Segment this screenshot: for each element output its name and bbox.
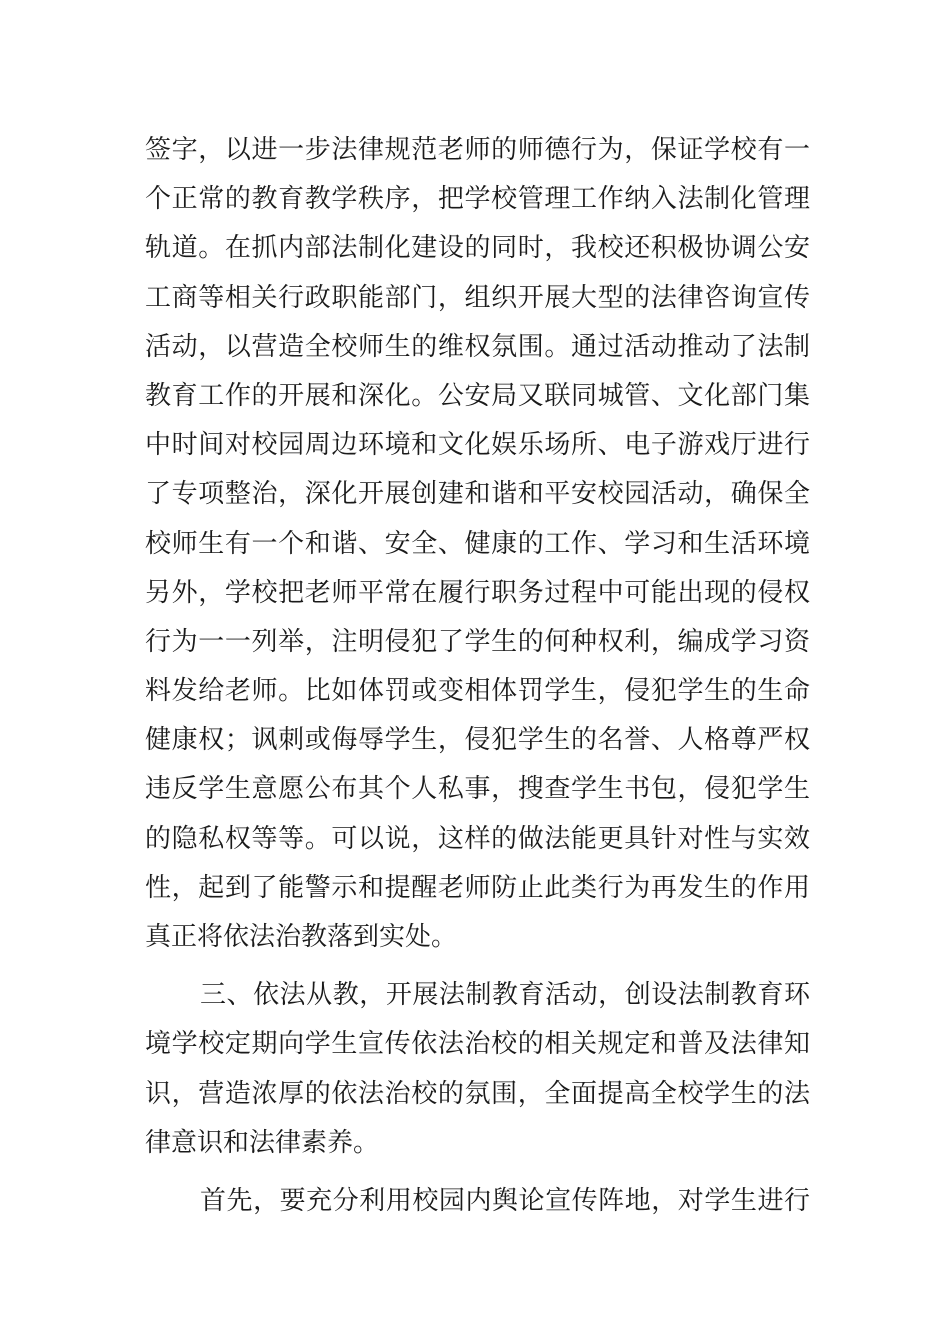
text-line: 性，起到了能警示和提醒老师防止此类行为再发生的作用 [145,872,810,903]
text-line: 律意识和法律素养。 [145,1127,380,1158]
paragraph-2 [145,971,810,1168]
text-line: 轨道。在抓内部法制化建设的同时，我校还积极协调公安 [145,233,810,264]
text-line: 三、依法从教，开展法制教育活动，创设法制教育环 [200,980,810,1011]
text-line: 了专项整治，深化开展创建和谐和平安校园活动，确保全 [145,479,810,510]
text-line: 行为一一列举，注明侵犯了学生的何种权利，编成学习资 [145,626,810,657]
text-line: 签字，以进一步法律规范老师的师德行为，保证学校有一 [145,135,810,165]
text-line: 教育工作的开展和深化。公安局又联同城管、文化部门集 [145,380,810,411]
text-line: 境学校定期向学生宣传依法治校的相关规定和普及法律知 [145,1029,810,1060]
paragraph-1 [145,126,810,962]
text-line: 首先，要充分利用校园内舆论宣传阵地，对学生进行 [200,1185,810,1216]
text-line: 另外，学校把老师平常在履行职务过程中可能出现的侵权 [145,577,810,608]
text-line: 识，营造浓厚的依法治校的氛围，全面提高全校学生的法 [145,1078,810,1109]
text-line: 真正将依法治教落到实处。 [145,922,458,952]
body-text [145,126,810,1226]
text-line: 个正常的教育教学秩序，把学校管理工作纳入法制化管理 [145,184,810,215]
text-line: 工商等相关行政职能部门，组织开展大型的法律咨询宣传 [145,282,810,313]
text-line: 的隐私权等等。可以说，这样的做法能更具针对性与实效 [145,823,810,854]
text-line: 活动，以营造全校师生的维权氛围。通过活动推动了法制 [145,331,810,362]
text-line: 料发给老师。比如体罚或变相体罚学生，侵犯学生的生命 [145,676,810,707]
text-line: 校师生有一个和谐、安全、健康的工作、学习和生活环境 [145,528,810,559]
text-line: 健康权；讽刺或侮辱学生，侵犯学生的名誉、人格尊严权 [145,725,810,756]
paragraph-3 [145,1177,810,1226]
text-line: 违反学生意愿公布其个人私事，搜查学生书包，侵犯学生 [145,774,810,805]
text-line: 中时间对校园周边环境和文化娱乐场所、电子游戏厅进行 [145,430,810,461]
